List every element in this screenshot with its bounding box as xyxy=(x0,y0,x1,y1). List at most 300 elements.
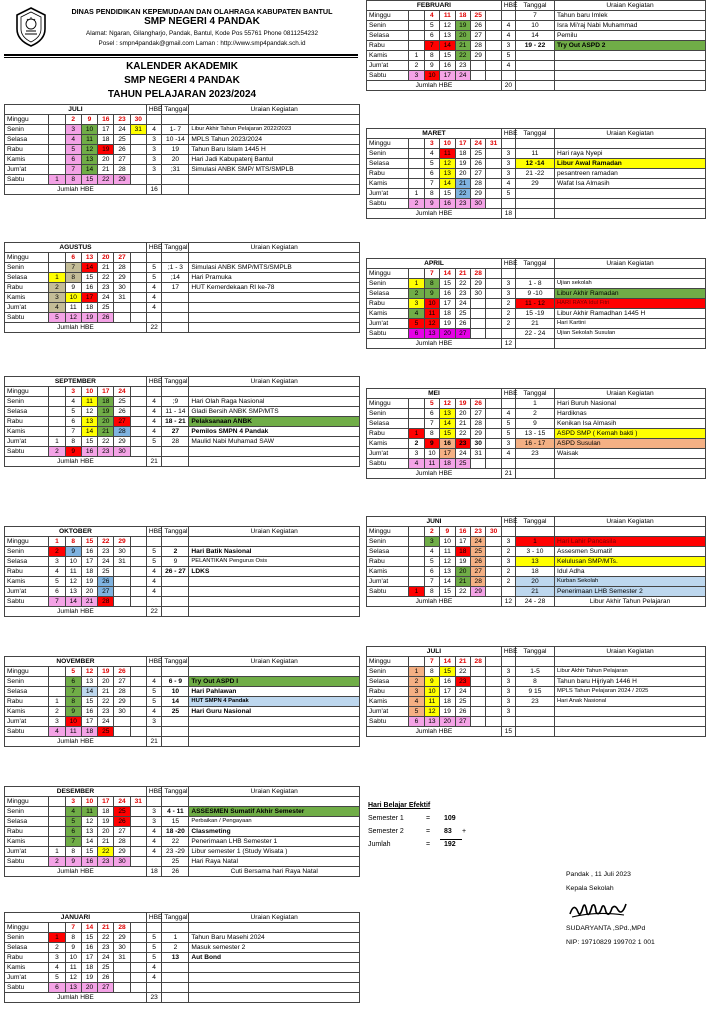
week-row-selasa xyxy=(5,817,360,827)
date-cell: 1 xyxy=(409,587,424,597)
week-row-rabu xyxy=(5,953,360,963)
event-date: ;31 xyxy=(162,165,189,175)
event-date: 1 xyxy=(515,399,554,409)
date-cell xyxy=(471,299,486,309)
date-cell: 11 xyxy=(65,727,81,737)
uraian-header: Uraian Kegiatan xyxy=(554,259,705,269)
date-cell: 20 xyxy=(455,409,470,419)
event-description: HUT SMPN 4 Pandak xyxy=(189,697,360,707)
date-cell: 26 xyxy=(98,313,114,323)
week-row-minggu xyxy=(367,399,706,409)
hbe-count xyxy=(146,387,162,397)
date-cell: 17 xyxy=(81,557,97,567)
date-cell: 5 xyxy=(424,21,439,31)
event-date: 26 - 27 xyxy=(162,567,189,577)
date-cell: 6 xyxy=(65,677,81,687)
date-cell: 5 xyxy=(49,577,65,587)
date-cell: 24 xyxy=(114,125,130,135)
date-cell: 30 xyxy=(130,115,146,125)
date-cell xyxy=(130,923,146,933)
date-cell: 24 xyxy=(114,387,130,397)
date-cell: 20 xyxy=(440,329,455,339)
week-row-kamis xyxy=(5,837,360,847)
date-cell: 3 xyxy=(409,449,424,459)
date-cell xyxy=(130,155,146,165)
date-cell xyxy=(130,537,146,547)
event-description: Perbaikan / Pengayaan xyxy=(189,817,360,827)
day-name: Sabtu xyxy=(367,459,409,469)
title-line-2: SMP NEGERI 4 PANDAK xyxy=(124,75,240,86)
week-row-minggu xyxy=(367,527,706,537)
date-cell: 19 xyxy=(455,21,470,31)
date-cell: 1 xyxy=(409,51,424,61)
date-cell xyxy=(49,387,65,397)
date-cell xyxy=(49,427,65,437)
date-cell xyxy=(114,597,130,607)
total-label: Jumlah HBE xyxy=(367,209,502,219)
total-value: 18 xyxy=(146,867,162,877)
uraian-header: Uraian Kegiatan xyxy=(189,913,360,923)
day-name: Minggu xyxy=(367,139,409,149)
date-cell: 15 xyxy=(81,847,97,857)
day-name: Kamis xyxy=(367,697,409,707)
date-cell xyxy=(130,313,146,323)
day-name: Minggu xyxy=(5,537,49,547)
hbe-count xyxy=(501,11,515,21)
event-description xyxy=(189,963,360,973)
date-cell: 9 xyxy=(424,289,439,299)
date-cell xyxy=(486,657,501,667)
date-cell: 14 xyxy=(81,923,97,933)
event-description xyxy=(554,527,705,537)
week-row-rabu xyxy=(367,299,706,309)
day-name: Minggu xyxy=(367,399,409,409)
day-name: Senin xyxy=(367,21,409,31)
event-description: Masuk semester 2 xyxy=(189,943,360,953)
week-row-selasa xyxy=(367,419,706,429)
date-cell: 29 xyxy=(114,847,130,857)
event-date: 11 xyxy=(515,149,554,159)
event-date xyxy=(515,717,554,727)
date-cell xyxy=(49,407,65,417)
week-row-senin xyxy=(367,667,706,677)
event-date: 21 xyxy=(515,319,554,329)
hbe-count: 3 xyxy=(146,135,162,145)
date-cell xyxy=(130,447,146,457)
date-cell xyxy=(486,269,501,279)
uraian-header: Uraian Kegiatan xyxy=(554,129,705,139)
date-cell: 19 xyxy=(98,817,114,827)
event-description: ASPD Susulan xyxy=(554,439,705,449)
week-row-minggu xyxy=(5,387,360,397)
month-header-row xyxy=(5,787,360,797)
day-name: Rabu xyxy=(5,567,49,577)
hbe-count xyxy=(146,667,162,677)
date-cell: 16 xyxy=(81,707,97,717)
date-cell: 8 xyxy=(65,697,81,707)
event-date: 23 xyxy=(515,449,554,459)
event-description xyxy=(554,717,705,727)
month-panel-september xyxy=(4,376,360,467)
event-date xyxy=(515,51,554,61)
event-description: Tahun baru Imlek xyxy=(554,11,705,21)
date-cell: 26 xyxy=(114,667,130,677)
date-cell xyxy=(130,857,146,867)
event-description: ASSESMEN Sumatif Akhir Semester xyxy=(189,807,360,817)
date-cell: 10 xyxy=(65,717,81,727)
event-date: 22 - 24 xyxy=(515,329,554,339)
month-name: SEPTEMBER xyxy=(5,377,147,387)
date-cell: 25 xyxy=(471,149,486,159)
hbe-count xyxy=(146,923,162,933)
week-row-sabtu xyxy=(5,727,360,737)
week-row-senin xyxy=(5,677,360,687)
signature-place-date: Pandak , 11 Juli 2023 xyxy=(566,871,631,878)
date-cell: 4 xyxy=(424,149,439,159)
week-row-jumat xyxy=(5,973,360,983)
date-cell xyxy=(130,983,146,993)
date-cell xyxy=(486,189,501,199)
week-row-selasa xyxy=(5,273,360,283)
event-date: 14 xyxy=(162,697,189,707)
date-cell xyxy=(130,175,146,185)
date-cell: 20 xyxy=(98,155,114,165)
event-date: 12 -14 xyxy=(515,159,554,169)
hbe-count: 3 xyxy=(501,707,515,717)
date-cell: 17 xyxy=(440,687,455,697)
hbe-count: 4 xyxy=(146,677,162,687)
hbe-count: 3 xyxy=(501,677,515,687)
month-total-row xyxy=(5,867,360,877)
event-description: Libur Akhir Ramadhan 1445 H xyxy=(554,309,705,319)
date-cell: 9 xyxy=(440,527,455,537)
event-date: 9 -10 xyxy=(515,289,554,299)
week-row-selasa xyxy=(5,557,360,567)
date-cell xyxy=(471,717,486,727)
date-cell: 21 xyxy=(98,687,114,697)
date-cell: 9 xyxy=(65,447,81,457)
date-cell: 21 xyxy=(81,597,97,607)
month-name: MEI xyxy=(367,389,502,399)
date-cell: 24 xyxy=(114,797,130,807)
event-date xyxy=(515,139,554,149)
event-date: 27 xyxy=(162,427,189,437)
hbe-count: 4 xyxy=(146,567,162,577)
hbe-count xyxy=(501,139,515,149)
date-cell xyxy=(409,567,424,577)
day-name: Selasa xyxy=(5,273,49,283)
date-cell: 27 xyxy=(471,31,486,41)
dept-name: DINAS PENDIDIKAN KEPEMUDAAN DAN OLAHRAGA KABUPATEN BANTUL xyxy=(71,7,333,16)
event-date: 19 - 22 xyxy=(515,41,554,51)
date-cell: 27 xyxy=(455,717,470,727)
event-description xyxy=(189,597,360,607)
event-date: 23 xyxy=(515,697,554,707)
date-cell: 8 xyxy=(424,667,439,677)
month-panel-agustus xyxy=(4,242,360,333)
date-cell: 20 xyxy=(455,31,470,41)
event-description: Hari raya Nyepi xyxy=(554,149,705,159)
event-description xyxy=(554,199,705,209)
event-date: 1 - 8 xyxy=(515,279,554,289)
date-cell: 13 xyxy=(81,253,97,263)
date-cell: 23 xyxy=(455,61,470,71)
day-name: Sabtu xyxy=(367,199,409,209)
date-cell: 4 xyxy=(65,135,81,145)
hbe-count: 2 xyxy=(501,299,515,309)
date-cell: 22 xyxy=(455,189,470,199)
date-cell: 19 xyxy=(81,973,97,983)
day-name: Minggu xyxy=(367,657,409,667)
event-description: Hari Batik Nasional xyxy=(189,547,360,557)
date-cell xyxy=(130,577,146,587)
day-name: Jum'at xyxy=(5,165,49,175)
day-name: Sabtu xyxy=(367,587,409,597)
total-label: Jumlah HBE xyxy=(367,469,502,479)
hbe-count: 4 xyxy=(146,827,162,837)
date-cell: 15 xyxy=(440,667,455,677)
date-cell: 17 xyxy=(455,537,470,547)
tanggal-header: Tanggal xyxy=(515,259,554,269)
hbe-count: 5 xyxy=(146,943,162,953)
day-name: Sabtu xyxy=(5,727,49,737)
date-cell xyxy=(409,149,424,159)
date-cell: 24 xyxy=(98,557,114,567)
event-date xyxy=(515,199,554,209)
uraian-header: Uraian Kegiatan xyxy=(554,389,705,399)
date-cell: 25 xyxy=(98,963,114,973)
event-description xyxy=(189,973,360,983)
date-cell: 19 xyxy=(98,407,114,417)
date-cell: 20 xyxy=(98,417,114,427)
date-cell xyxy=(486,71,501,81)
week-row-minggu xyxy=(5,797,360,807)
date-cell: 15 xyxy=(81,437,97,447)
date-cell xyxy=(409,41,424,51)
date-cell xyxy=(486,41,501,51)
date-cell: 18 xyxy=(455,547,470,557)
week-row-minggu xyxy=(5,923,360,933)
event-date: 8 xyxy=(515,677,554,687)
day-name: Jum'at xyxy=(367,61,409,71)
date-cell xyxy=(486,717,501,727)
hbe-count: 4 xyxy=(146,847,162,857)
date-cell: 29 xyxy=(114,437,130,447)
date-cell xyxy=(486,31,501,41)
event-description xyxy=(189,717,360,727)
date-cell xyxy=(49,797,65,807)
event-date: 6 - 9 xyxy=(162,677,189,687)
date-cell xyxy=(49,145,65,155)
date-cell: 7 xyxy=(49,597,65,607)
day-name: Selasa xyxy=(367,289,409,299)
date-cell: 24 xyxy=(455,449,470,459)
day-name: Rabu xyxy=(5,953,49,963)
date-cell: 3 xyxy=(65,125,81,135)
date-cell: 26 xyxy=(114,145,130,155)
date-cell xyxy=(130,303,146,313)
date-cell: 25 xyxy=(114,135,130,145)
date-cell: 16 xyxy=(440,289,455,299)
date-cell: 31 xyxy=(486,139,501,149)
date-cell: 6 xyxy=(424,409,439,419)
summary-label: Semester 2 xyxy=(368,828,404,835)
hbe-count xyxy=(146,115,162,125)
hbe-header: HBE xyxy=(146,243,162,253)
summary-label: Semester 1 xyxy=(368,815,404,822)
week-row-senin xyxy=(5,397,360,407)
date-cell xyxy=(486,299,501,309)
event-date: 21 -22 xyxy=(515,169,554,179)
event-description xyxy=(189,923,360,933)
event-date: 2 xyxy=(162,547,189,557)
week-row-kamis xyxy=(5,963,360,973)
date-cell: 30 xyxy=(114,547,130,557)
date-cell: 12 xyxy=(440,557,455,567)
tanggal-header: Tanggal xyxy=(515,647,554,657)
date-cell: 22 xyxy=(98,437,114,447)
month-total-row xyxy=(367,81,706,91)
date-cell: 5 xyxy=(65,817,81,827)
date-cell xyxy=(130,677,146,687)
date-cell: 8 xyxy=(424,587,439,597)
hbe-count: 5 xyxy=(146,933,162,943)
date-cell xyxy=(486,697,501,707)
week-row-sabtu xyxy=(5,597,360,607)
day-name: Selasa xyxy=(5,687,49,697)
hbe-count: 4 xyxy=(146,283,162,293)
date-cell xyxy=(130,567,146,577)
event-date: ;9 xyxy=(162,397,189,407)
date-cell: 3 xyxy=(409,687,424,697)
month-name: AGUSTUS xyxy=(5,243,147,253)
week-row-rabu xyxy=(5,697,360,707)
day-name: Kamis xyxy=(5,707,49,717)
week-row-jumat xyxy=(5,165,360,175)
date-cell: 1 xyxy=(409,667,424,677)
date-cell: 26 xyxy=(471,21,486,31)
month-name: OKTOBER xyxy=(5,527,147,537)
total-value: 15 xyxy=(501,727,515,737)
date-cell xyxy=(130,283,146,293)
date-cell: 11 xyxy=(424,459,439,469)
date-cell xyxy=(486,179,501,189)
day-name: Rabu xyxy=(5,827,49,837)
event-description xyxy=(189,797,360,807)
date-cell: 15 xyxy=(81,537,97,547)
hbe-count xyxy=(501,71,515,81)
event-description: Hari Buruh Nasional xyxy=(554,399,705,409)
date-cell: 7 xyxy=(65,687,81,697)
date-cell: 10 xyxy=(81,387,97,397)
date-cell: 29 xyxy=(114,175,130,185)
date-cell: 27 xyxy=(471,169,486,179)
month-total-row xyxy=(367,727,706,737)
event-date: 1-5 xyxy=(515,667,554,677)
date-cell: 1 xyxy=(49,175,65,185)
event-date xyxy=(162,293,189,303)
date-cell: 30 xyxy=(471,439,486,449)
date-cell: 11 xyxy=(424,309,439,319)
date-cell: 29 xyxy=(114,933,130,943)
event-description: Libur Akhir Tahun Pelajaran 2022/2023 xyxy=(189,125,360,135)
event-date: 16 - 17 xyxy=(515,439,554,449)
date-cell: 4 xyxy=(49,963,65,973)
total-label: Jumlah HBE xyxy=(367,727,502,737)
day-name: Jum'at xyxy=(367,577,409,587)
date-cell: 16 xyxy=(440,199,455,209)
day-name: Senin xyxy=(5,677,49,687)
date-cell: 22 xyxy=(455,51,470,61)
week-row-sabtu xyxy=(367,199,706,209)
date-cell: 7 xyxy=(424,41,439,51)
date-cell: 20 xyxy=(81,587,97,597)
event-description: Libur Akhir Tahun Pelajaran xyxy=(554,667,705,677)
day-name: Jum'at xyxy=(367,449,409,459)
date-cell xyxy=(486,677,501,687)
month-total-row xyxy=(367,597,706,607)
date-cell: 18 xyxy=(98,135,114,145)
day-name: Senin xyxy=(367,279,409,289)
day-name: Minggu xyxy=(5,667,49,677)
date-cell: 21 xyxy=(455,41,470,51)
date-cell: 14 xyxy=(440,419,455,429)
date-cell: 5 xyxy=(409,707,424,717)
tanggal-header: Tanggal xyxy=(515,517,554,527)
date-cell xyxy=(49,165,65,175)
event-description xyxy=(189,253,360,263)
event-description: Gladi Bersih ANBK SMP/MTS xyxy=(189,407,360,417)
hbe-header: HBE xyxy=(501,517,515,527)
date-cell xyxy=(130,273,146,283)
date-cell: 17 xyxy=(98,387,114,397)
event-date: 25 xyxy=(162,707,189,717)
date-cell: 9 xyxy=(424,61,439,71)
date-cell: 2 xyxy=(409,61,424,71)
date-cell xyxy=(130,817,146,827)
date-cell: 1 xyxy=(409,429,424,439)
hbe-header: HBE xyxy=(146,377,162,387)
event-date: ;1 - 3 xyxy=(162,263,189,273)
date-cell: 5 xyxy=(65,667,81,677)
event-description: pesantreen ramadan xyxy=(554,169,705,179)
day-name: Rabu xyxy=(367,169,409,179)
signature-role: Kepala Sekolah xyxy=(566,885,614,892)
date-cell: 6 xyxy=(424,169,439,179)
event-date xyxy=(162,115,189,125)
hbe-count: 3 xyxy=(501,159,515,169)
date-cell: 9 xyxy=(424,439,439,449)
title-line-3: TAHUN PELAJARAN 2023/2024 xyxy=(107,89,257,100)
event-date: 24 - 28 xyxy=(515,597,554,607)
event-date xyxy=(162,993,189,1003)
event-description xyxy=(189,537,360,547)
date-cell xyxy=(471,707,486,717)
total-label: Jumlah HBE xyxy=(5,737,147,747)
event-description xyxy=(554,269,705,279)
date-cell xyxy=(130,145,146,155)
event-date: 10 -14 xyxy=(162,135,189,145)
date-cell xyxy=(130,807,146,817)
event-description xyxy=(189,447,360,457)
event-date: 20 xyxy=(515,577,554,587)
date-cell: 31 xyxy=(114,557,130,567)
date-cell xyxy=(114,313,130,323)
event-description xyxy=(554,469,705,479)
date-cell xyxy=(486,149,501,159)
hbe-header: HBE xyxy=(501,389,515,399)
date-cell: 30 xyxy=(114,447,130,457)
